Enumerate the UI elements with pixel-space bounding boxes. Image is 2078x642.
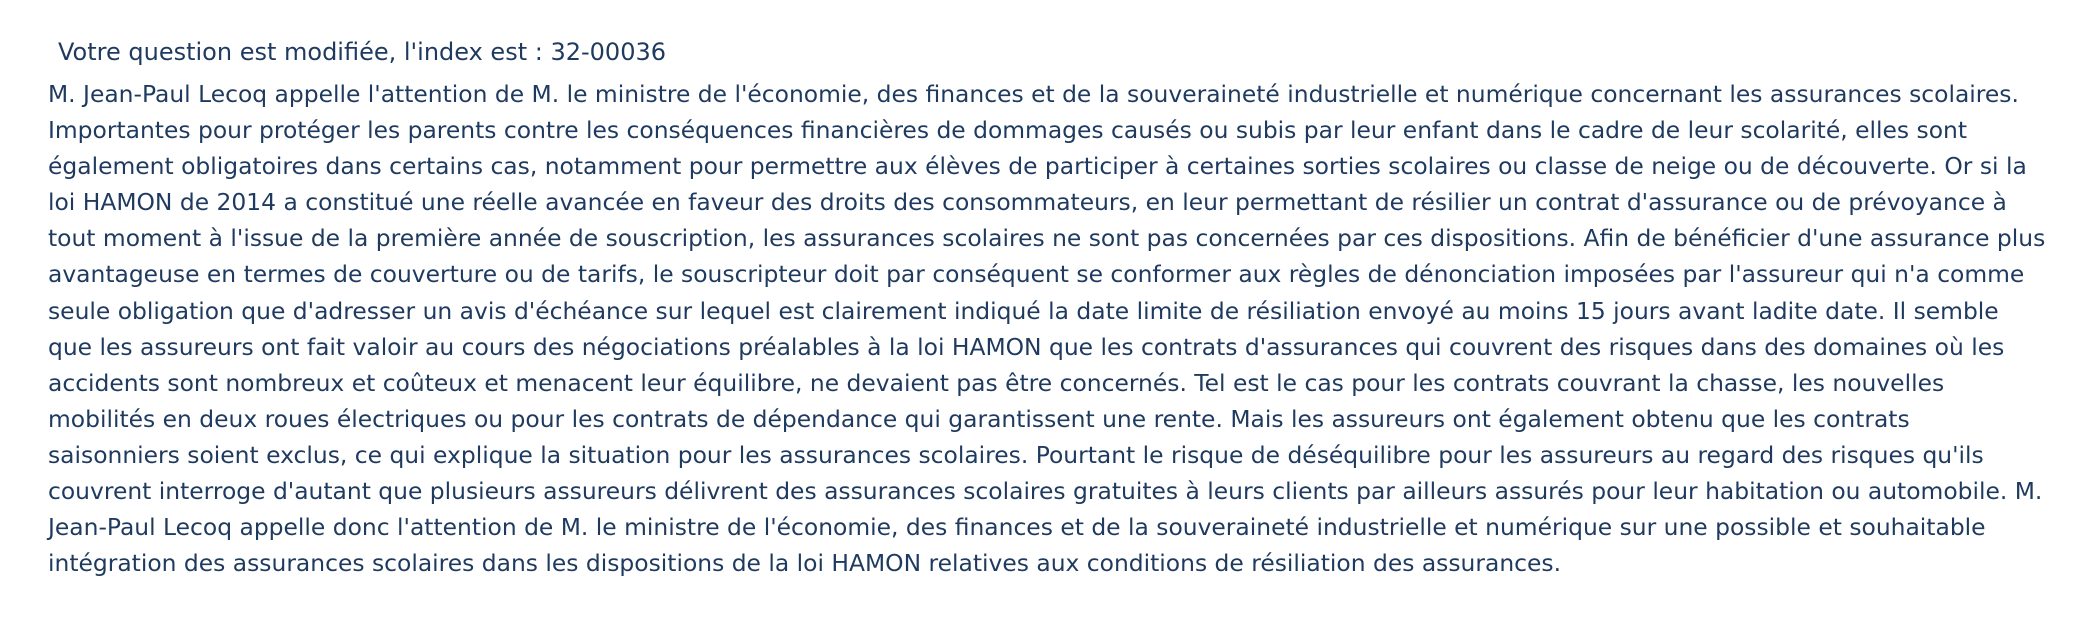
question-document: [48, 34, 2048, 581]
question-text: M. Jean-Paul Lecoq appelle l'attention de M. le ministre de l'économie, des finances et de la souveraineté industrielle et numérique concernant les assurances scolaires. Importantes pour protéger les parents contre les conséquences financières de dommages causés ou subis par leur enfant dans le cadre de leur scolarité, elles sont également obligatoires dans certains cas, notamment pour permettre aux élèves de participer à certaines sorties scolaires ou classe de neige ou de découverte. Or si la loi HAMON de 2014 a constitué une réelle avancée en faveur des droits des consommateurs, en leur permettant de résilier un contrat d'assurance ou de prévoyance à tout moment à l'issue de la première année de souscription, les assurances scolaires ne sont pas concernées par ces dispositions. Afin de bénéficier d'une assurance plus avantageuse en termes de couverture ou de tarifs, le souscripteur doit par conséquent se conformer aux règles de dénonciation imposées par l'assureur qui n'a comme seule obligation que d'adresser un avis d'échéance sur lequel est clairement indiqué la date limite de résiliation envoyé au moins 15 jours avant ladite date. Il semble que les assureurs ont fait valoir au cours des négociations préalables à la loi HAMON que les contrats d'assurances qui couvrent des risques dans des domaines où les accidents sont nombreux et coûteux et menacent leur équilibre, ne devaient pas être concernés. Tel est le cas pour les contrats couvrant la chasse, les nouvelles mobilités en deux roues électriques ou pour les contrats de dépendance qui garantissent une rente. Mais les assureurs ont également obtenu que les contrats saisonniers soient exclus, ce qui explique la situation pour les assurances scolaires. Pourtant le risque de déséquilibre pour les assureurs au regard des risques qu'ils couvrent interroge d'autant que plusieurs assureurs délivrent des assurances scolaires gratuites à leurs clients par ailleurs assurés pour leur habitation ou automobile. M. Jean-Paul Lecoq appelle donc l'attention de M. le ministre de l'économie, des finances et de la souveraineté industrielle et numérique sur une possible et souhaitable intégration des assurances scolaires dans les dispositions de la loi HAMON relatives aux conditions de résiliation des assurances.: [48, 80, 2046, 578]
index-notice: Votre question est modifiée, l'index est : 32-00036: [58, 38, 667, 66]
